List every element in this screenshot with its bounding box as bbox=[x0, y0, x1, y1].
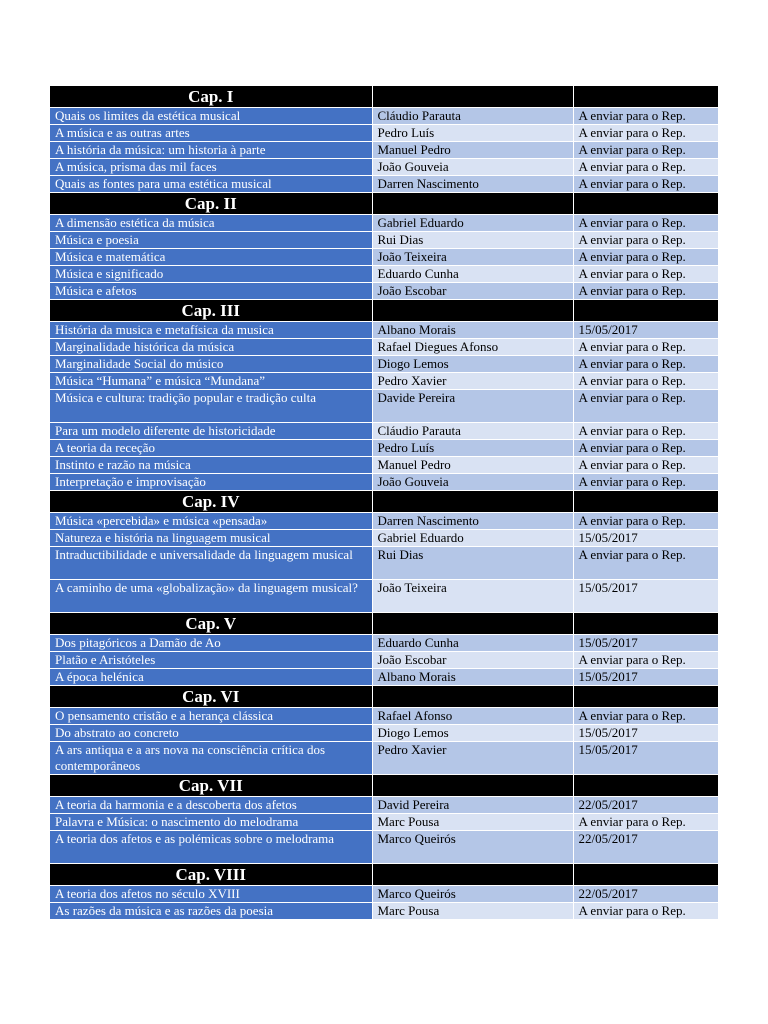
author-cell: Davide Pereira bbox=[372, 390, 573, 423]
author-cell: João Gouveia bbox=[372, 474, 573, 491]
status-cell: 22/05/2017 bbox=[573, 797, 718, 814]
author-cell: Manuel Pedro bbox=[372, 142, 573, 159]
status-cell: 22/05/2017 bbox=[573, 831, 718, 864]
table-row bbox=[50, 142, 718, 159]
author-cell: João Escobar bbox=[372, 283, 573, 300]
topic-cell: Natureza e história na linguagem musical bbox=[50, 530, 372, 547]
author-cell: Gabriel Eduardo bbox=[372, 530, 573, 547]
table-row bbox=[50, 232, 718, 249]
chapter-header bbox=[50, 613, 718, 635]
author-cell: Rafael Afonso bbox=[372, 708, 573, 725]
author-cell: Rafael Diegues Afonso bbox=[372, 339, 573, 356]
status-cell: A enviar para o Rep. bbox=[573, 339, 718, 356]
author-cell: Marco Queirós bbox=[372, 831, 573, 864]
topic-cell: A música, prisma das mil faces bbox=[50, 159, 372, 176]
topic-cell: A dimensão estética da música bbox=[50, 215, 372, 232]
topic-cell: Instinto e razão na música bbox=[50, 457, 372, 474]
author-cell: Gabriel Eduardo bbox=[372, 215, 573, 232]
author-cell: Darren Nascimento bbox=[372, 176, 573, 193]
chapter-title: Cap. VIII bbox=[50, 864, 372, 886]
topic-cell: A teoria da receção bbox=[50, 440, 372, 457]
topic-cell: Música «percebida» e música «pensada» bbox=[50, 513, 372, 530]
chapter-header-blank bbox=[372, 775, 573, 797]
chapter-title: Cap. VI bbox=[50, 686, 372, 708]
table-row bbox=[50, 266, 718, 283]
author-cell: João Escobar bbox=[372, 652, 573, 669]
table-row bbox=[50, 831, 718, 864]
topic-cell: Música e afetos bbox=[50, 283, 372, 300]
table-row bbox=[50, 708, 718, 725]
chapter-table-body bbox=[50, 86, 718, 920]
table-row bbox=[50, 125, 718, 142]
status-cell: A enviar para o Rep. bbox=[573, 283, 718, 300]
topic-cell: Música e matemática bbox=[50, 249, 372, 266]
chapter-header bbox=[50, 300, 718, 322]
status-cell: A enviar para o Rep. bbox=[573, 108, 718, 125]
chapter-assignment-sheet bbox=[50, 86, 718, 920]
chapter-header-blank bbox=[573, 864, 718, 886]
author-cell: Cláudio Parauta bbox=[372, 108, 573, 125]
table-row bbox=[50, 742, 718, 775]
chapter-header bbox=[50, 686, 718, 708]
status-cell: 15/05/2017 bbox=[573, 669, 718, 686]
author-cell: Darren Nascimento bbox=[372, 513, 573, 530]
chapter-header bbox=[50, 775, 718, 797]
author-cell: Pedro Luís bbox=[372, 440, 573, 457]
chapter-title: Cap. VII bbox=[50, 775, 372, 797]
table-row bbox=[50, 108, 718, 125]
table-row bbox=[50, 474, 718, 491]
author-cell: Diogo Lemos bbox=[372, 356, 573, 373]
chapter-header-blank bbox=[573, 193, 718, 215]
topic-cell: A música e as outras artes bbox=[50, 125, 372, 142]
topic-cell: Quais as fontes para uma estética musical bbox=[50, 176, 372, 193]
author-cell: Marc Pousa bbox=[372, 814, 573, 831]
author-cell: Eduardo Cunha bbox=[372, 266, 573, 283]
chapter-title: Cap. II bbox=[50, 193, 372, 215]
status-cell: 15/05/2017 bbox=[573, 580, 718, 613]
table-row bbox=[50, 283, 718, 300]
topic-cell: O pensamento cristão e a herança clássica bbox=[50, 708, 372, 725]
chapter-header-blank bbox=[372, 491, 573, 513]
author-cell: Diogo Lemos bbox=[372, 725, 573, 742]
status-cell: A enviar para o Rep. bbox=[573, 814, 718, 831]
topic-cell: Quais os limites da estética musical bbox=[50, 108, 372, 125]
chapter-title: Cap. III bbox=[50, 300, 372, 322]
author-cell: Manuel Pedro bbox=[372, 457, 573, 474]
topic-cell: Música “Humana” e música “Mundana” bbox=[50, 373, 372, 390]
author-cell: Marc Pousa bbox=[372, 903, 573, 920]
author-cell: Pedro Xavier bbox=[372, 742, 573, 775]
author-cell: Eduardo Cunha bbox=[372, 635, 573, 652]
status-cell: A enviar para o Rep. bbox=[573, 125, 718, 142]
status-cell: A enviar para o Rep. bbox=[573, 903, 718, 920]
status-cell: A enviar para o Rep. bbox=[573, 547, 718, 580]
author-cell: João Teixeira bbox=[372, 580, 573, 613]
topic-cell: Do abstrato ao concreto bbox=[50, 725, 372, 742]
author-cell: João Gouveia bbox=[372, 159, 573, 176]
table-row bbox=[50, 440, 718, 457]
topic-cell: Música e cultura: tradição popular e tradição culta bbox=[50, 390, 372, 423]
topic-cell: Marginalidade histórica da música bbox=[50, 339, 372, 356]
author-cell: Pedro Xavier bbox=[372, 373, 573, 390]
topic-cell: Palavra e Música: o nascimento do melodrama bbox=[50, 814, 372, 831]
author-cell: Rui Dias bbox=[372, 232, 573, 249]
table-row bbox=[50, 373, 718, 390]
author-cell: Cláudio Parauta bbox=[372, 423, 573, 440]
chapter-header bbox=[50, 864, 718, 886]
table-row bbox=[50, 249, 718, 266]
status-cell: A enviar para o Rep. bbox=[573, 513, 718, 530]
topic-cell: Intraductibilidade e universalidade da linguagem musical bbox=[50, 547, 372, 580]
chapter-header-blank bbox=[573, 491, 718, 513]
table-row bbox=[50, 390, 718, 423]
table-row bbox=[50, 176, 718, 193]
chapter-header-blank bbox=[372, 686, 573, 708]
chapter-header-blank bbox=[573, 775, 718, 797]
table-row bbox=[50, 814, 718, 831]
chapter-header-blank bbox=[573, 613, 718, 635]
status-cell: 15/05/2017 bbox=[573, 530, 718, 547]
table-row bbox=[50, 457, 718, 474]
topic-cell: A teoria dos afetos e as polémicas sobre o melodrama bbox=[50, 831, 372, 864]
table-row bbox=[50, 322, 718, 339]
status-cell: A enviar para o Rep. bbox=[573, 440, 718, 457]
chapter-header-blank bbox=[372, 193, 573, 215]
status-cell: A enviar para o Rep. bbox=[573, 390, 718, 423]
chapter-table bbox=[50, 86, 719, 920]
status-cell: A enviar para o Rep. bbox=[573, 373, 718, 390]
topic-cell: Marginalidade Social do músico bbox=[50, 356, 372, 373]
status-cell: A enviar para o Rep. bbox=[573, 423, 718, 440]
chapter-title: Cap. V bbox=[50, 613, 372, 635]
chapter-header bbox=[50, 86, 718, 108]
chapter-header-blank bbox=[573, 686, 718, 708]
chapter-header-blank bbox=[573, 86, 718, 108]
topic-cell: Música e significado bbox=[50, 266, 372, 283]
topic-cell: As razões da música e as razões da poesia bbox=[50, 903, 372, 920]
status-cell: 15/05/2017 bbox=[573, 742, 718, 775]
chapter-title: Cap. IV bbox=[50, 491, 372, 513]
status-cell: A enviar para o Rep. bbox=[573, 249, 718, 266]
status-cell: A enviar para o Rep. bbox=[573, 356, 718, 373]
status-cell: A enviar para o Rep. bbox=[573, 159, 718, 176]
table-row bbox=[50, 356, 718, 373]
status-cell: A enviar para o Rep. bbox=[573, 266, 718, 283]
chapter-header bbox=[50, 193, 718, 215]
status-cell: A enviar para o Rep. bbox=[573, 457, 718, 474]
table-row bbox=[50, 797, 718, 814]
status-cell: 15/05/2017 bbox=[573, 322, 718, 339]
table-row bbox=[50, 725, 718, 742]
status-cell: A enviar para o Rep. bbox=[573, 176, 718, 193]
topic-cell: A história da música: um historia à parte bbox=[50, 142, 372, 159]
topic-cell: História da musica e metafísica da musica bbox=[50, 322, 372, 339]
table-row bbox=[50, 215, 718, 232]
author-cell: David Pereira bbox=[372, 797, 573, 814]
topic-cell: Para um modelo diferente de historicidade bbox=[50, 423, 372, 440]
author-cell: Albano Morais bbox=[372, 669, 573, 686]
status-cell: 15/05/2017 bbox=[573, 635, 718, 652]
table-row bbox=[50, 669, 718, 686]
table-row bbox=[50, 339, 718, 356]
chapter-header bbox=[50, 491, 718, 513]
chapter-header-blank bbox=[372, 300, 573, 322]
status-cell: A enviar para o Rep. bbox=[573, 215, 718, 232]
status-cell: 22/05/2017 bbox=[573, 886, 718, 903]
chapter-header-blank bbox=[573, 300, 718, 322]
table-row bbox=[50, 580, 718, 613]
topic-cell: A teoria da harmonia e a descoberta dos afetos bbox=[50, 797, 372, 814]
status-cell: A enviar para o Rep. bbox=[573, 474, 718, 491]
topic-cell: Dos pitagóricos a Damão de Ao bbox=[50, 635, 372, 652]
author-cell: João Teixeira bbox=[372, 249, 573, 266]
author-cell: Rui Dias bbox=[372, 547, 573, 580]
topic-cell: Platão e Aristóteles bbox=[50, 652, 372, 669]
table-row bbox=[50, 547, 718, 580]
table-row bbox=[50, 652, 718, 669]
topic-cell: A época helénica bbox=[50, 669, 372, 686]
author-cell: Marco Queirós bbox=[372, 886, 573, 903]
table-row bbox=[50, 886, 718, 903]
status-cell: 15/05/2017 bbox=[573, 725, 718, 742]
table-row bbox=[50, 530, 718, 547]
table-row bbox=[50, 635, 718, 652]
topic-cell: Música e poesia bbox=[50, 232, 372, 249]
topic-cell: Interpretação e improvisação bbox=[50, 474, 372, 491]
status-cell: A enviar para o Rep. bbox=[573, 708, 718, 725]
chapter-header-blank bbox=[372, 864, 573, 886]
chapter-header-blank bbox=[372, 86, 573, 108]
table-row bbox=[50, 903, 718, 920]
chapter-header-blank bbox=[372, 613, 573, 635]
status-cell: A enviar para o Rep. bbox=[573, 232, 718, 249]
table-row bbox=[50, 513, 718, 530]
status-cell: A enviar para o Rep. bbox=[573, 652, 718, 669]
topic-cell: A teoria dos afetos no século XVIII bbox=[50, 886, 372, 903]
chapter-title: Cap. I bbox=[50, 86, 372, 108]
topic-cell: A ars antiqua e a ars nova na consciência crítica dos contemporâneos bbox=[50, 742, 372, 775]
status-cell: A enviar para o Rep. bbox=[573, 142, 718, 159]
topic-cell: A caminho de uma «globalização» da linguagem musical? bbox=[50, 580, 372, 613]
table-row bbox=[50, 423, 718, 440]
author-cell: Albano Morais bbox=[372, 322, 573, 339]
table-row bbox=[50, 159, 718, 176]
author-cell: Pedro Luís bbox=[372, 125, 573, 142]
